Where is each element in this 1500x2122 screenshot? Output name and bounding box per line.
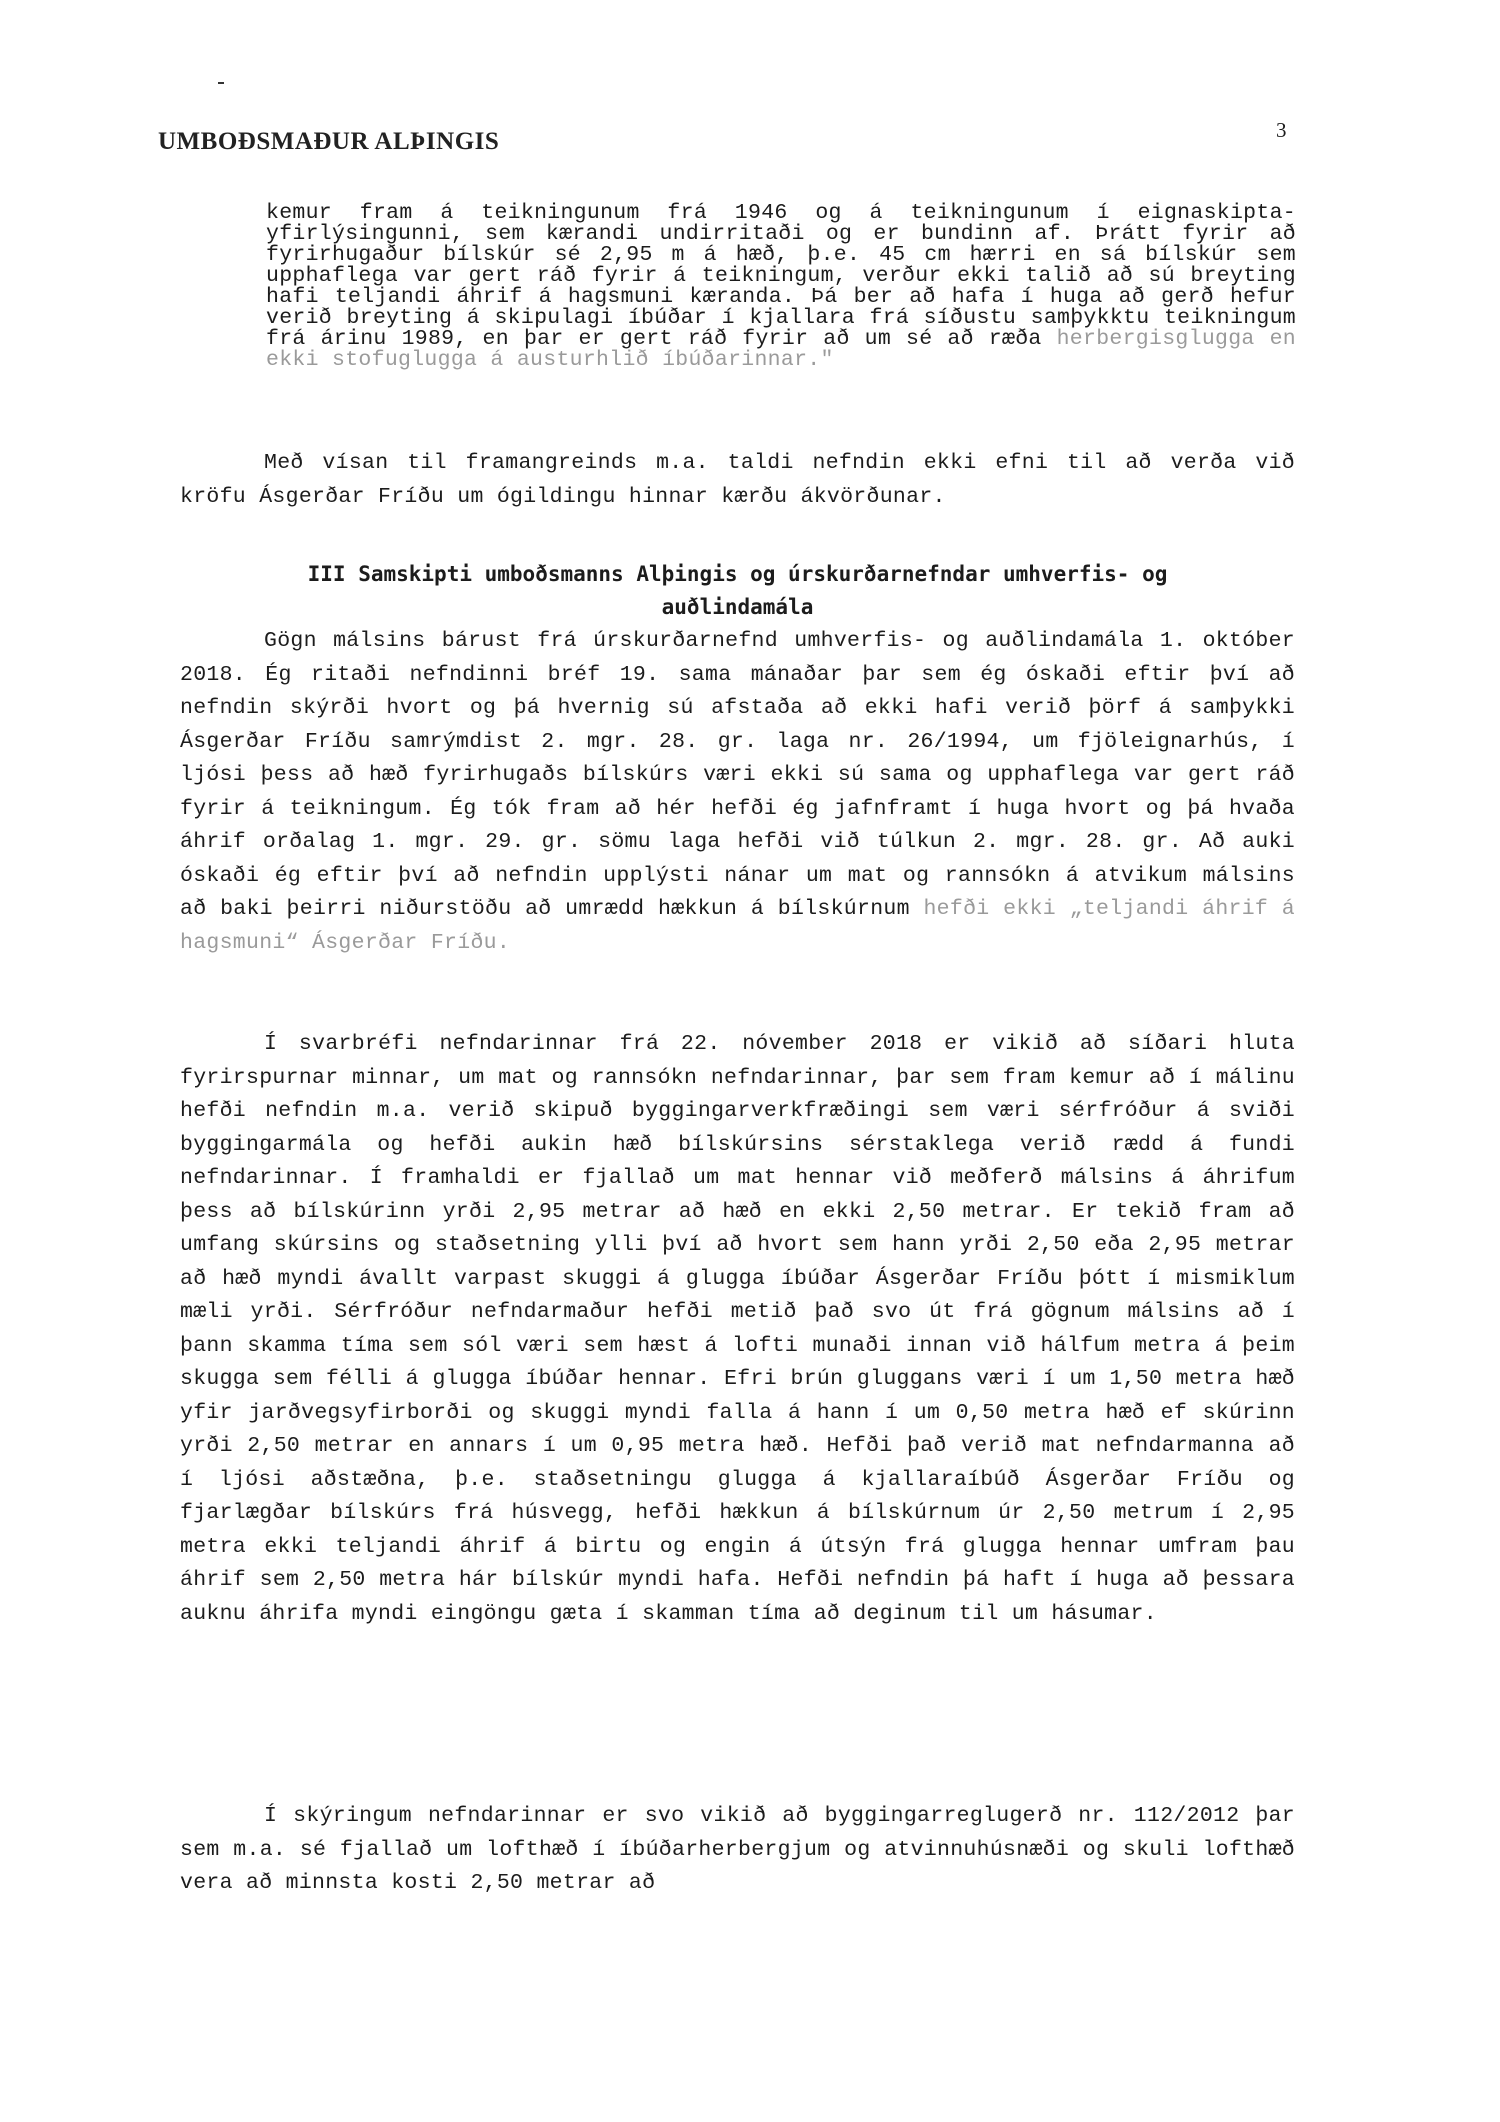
paragraph-conclusion: Með vísan til framangreinds m.a. taldi nefndin ekki efni til að verða við kröfu Ásgerðar Fríðu um ógildingu hinnar kærðu ákvörðunar. xyxy=(180,451,1295,509)
quoted-block xyxy=(266,203,1296,371)
paragraph-correspondence-faded: hefði ekki „teljandi áhrif á hagsmuni“ Ásgerðar Fríðu. xyxy=(180,897,1295,955)
section-heading-line2: auðlindamála xyxy=(661,595,814,619)
paragraph-reply-letter: Í svarbréfi nefndarinnar frá 22. nóvember 2018 er vikið að síðari hluta fyrirspurnar minnar, um mat og rannsókn nefndarinnar, þar sem fram kemur að í málinu hefði nefndin m.a. verið skipuð byggingarverkfræðingi sem væri sérfróður á sviði byggingarmála og hefði aukin hæð bílskúrsins sérstaklega verið rædd á fundi nefndarinnar. Í framhaldi er fjallað um mat hennar við meðferð málsins á áhrifum þess að bílskúrinn yrði 2,95 metrar að hæð en ekki 2,50 metrar. Er tekið fram að umfang skúrsins og staðsetning ylli því að hvort sem hann yrði 2,50 eða 2,95 metrar að hæð myndi ávallt varpast skuggi á glugga íbúðar Ásgerðar Fríðu þótt í mismiklum mæli yrði. Sérfróður nefndarmaður hefði metið það svo út frá gögnum málsins að í þann skamma tíma sem sól væri sem hæst á lofti munaði innan við hálfum metra á þeim skugga sem félli á glugga íbúðar hennar. Efri brún gluggans væri í um 1,50 metra hæð yfir jarðvegsyfirborði og skuggi myndi falla á hann í um 0,50 metra hæð ef skúrinn yrði 2,50 metrar en annars í um 0,95 metra hæð. Hefði það verið mat nefndarmanna að í ljósi aðstæðna, þ.e. staðsetningu glugga á kjallaraíbúð Ásgerðar Fríðu og fjarlægðar bílskúrs frá húsvegg, hefði hækkun á bílskúrnum úr 2,50 metrum í 2,95 metra ekki teljandi áhrif á birtu og engin á útsýn frá glugga hennar umfram þau áhrif sem 2,50 metra hár bílskúr myndi hafa. Hefði nefndin þá haft í huga að þessara auknu áhrifa myndi eingöngu gæta í skamman tíma að deginum til um hásumar. xyxy=(180,1032,1295,1626)
scan-mark xyxy=(218,82,224,84)
page-number: 3 xyxy=(1276,118,1287,142)
page-header: UMBOÐSMAÐUR ALÞINGIS xyxy=(158,128,500,155)
paragraph-explanations: Í skýringum nefndarinnar er svo vikið að byggingarreglugerð nr. 112/2012 þar sem m.a. sé fjallað um lofthæð í íbúðarherbergjum og atvinnuhúsnæði og skuli lofthæð vera að minnsta kosti 2,50 metrar að xyxy=(180,1804,1295,1895)
section-heading-line1: III Samskipti umboðsmanns Alþingis og úrskurðarnefndar umhverfis- og xyxy=(307,562,1168,586)
quote-text: kemur fram á teikningunum frá 1946 og á teikningunum í eignaskipta-yfirlýsingunni, sem kærandi undirritaði og er bundinn af. Þrátt fyrir að fyrirhugaður bílskúr sé 2,95 m á hæð, þ.e. 45 cm hærri en sá bílskúr sem upphaflega var gert ráð fyrir á teikningum, verður ekki talið að sú breyting hafi teljandi áhrif á hagsmuni kæranda. Þá ber að hafa í huga að gerð hefur verið breyting á skipulagi íbúðar í kjallara frá síðustu samþykktu teikningum frá árinu 1989, en þar er gert ráð fyrir að um sé að ræða xyxy=(266,201,1296,351)
paragraph-correspondence xyxy=(180,625,1295,960)
section-heading xyxy=(195,558,1280,624)
paragraph-correspondence-text: Gögn málsins bárust frá úrskurðarnefnd umhverfis- og auðlindamála 1. október 2018. Ég ritaði nefndinni bréf 19. sama mánaðar þar sem ég óskaði eftir því að nefndin skýrði hvort og þá hvernig sú afstaða að ekki hafi verið þörf á samþykki Ásgerðar Fríðu samrýmdist 2. mgr. 28. gr. laga nr. 26/1994, um fjöleignarhús, í ljósi þess að hæð fyrirhugaðs bílskúrs væri ekki sú sama og upphaflega var gert ráð fyrir á teikningum. Ég tók fram að hér hefði ég jafnframt í huga hvort og þá hvaða áhrif orðalag 1. mgr. 29. gr. sömu laga hefði við túlkun 2. mgr. 28. gr. Að auki óskaði ég eftir því að nefndin upplýsti nánar um mat og rannsókn á atvikum málsins að baki þeirri niðurstöðu að umrædd hækkun á bílskúrnum xyxy=(180,629,1295,921)
quote-faded-text: herbergisglugga en ekki stofuglugga á austurhlið íbúðarinnar." xyxy=(266,327,1297,372)
